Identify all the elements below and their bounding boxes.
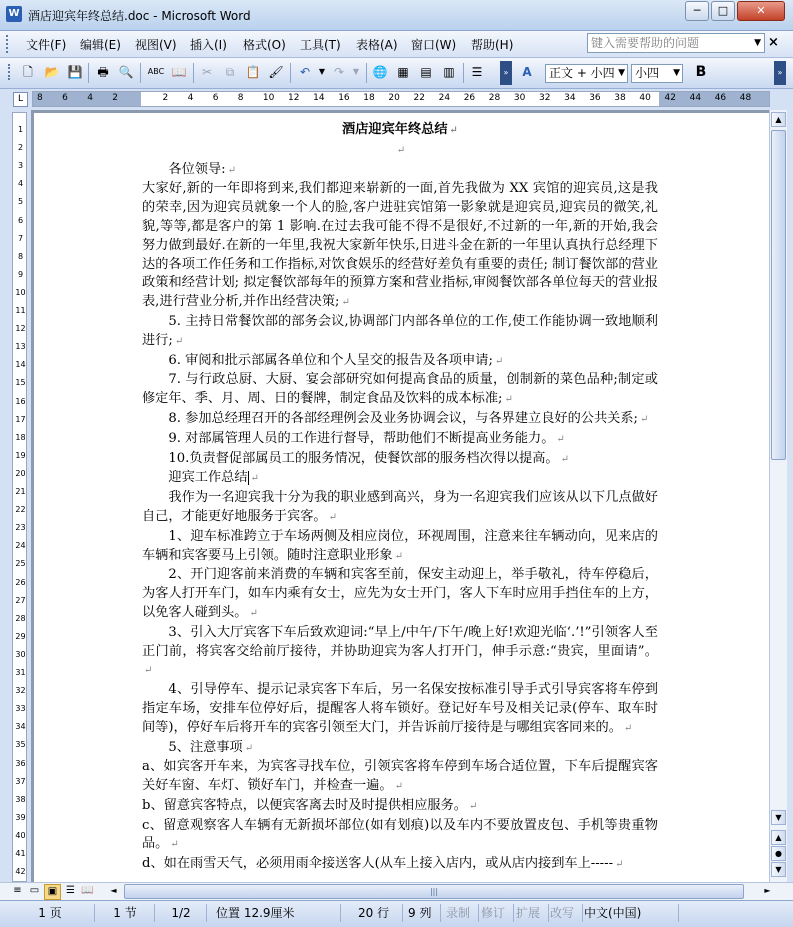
document-paragraph: [142, 855, 658, 875]
vertical-ruler-number: 2: [17, 143, 24, 153]
vertical-ruler-number: 42: [15, 867, 26, 877]
status-position: 位置 12.9厘米: [216, 904, 341, 922]
paragraph-text: 8. 参加总经理召开的各部经理例会及业务协调会议，与各界建立良好的公共关系;: [168, 410, 638, 426]
toolbar-separator: [290, 63, 291, 83]
tab-selector[interactable]: L: [13, 92, 28, 107]
vertical-ruler-number: 11: [15, 306, 26, 315]
document-paragraph: [142, 450, 658, 470]
ruler-number: 20: [388, 93, 400, 103]
vertical-ruler-number: 28: [15, 613, 26, 623]
paragraph-text: 10.负责督促部属员工的服务情况，使餐饮部的服务档次得以提高。: [168, 450, 559, 466]
document-paragraph: [142, 624, 658, 681]
redo-icon[interactable]: ↷: [333, 65, 345, 79]
document-paragraph: [142, 161, 658, 181]
menu-format[interactable]: 格式(O): [243, 38, 286, 52]
vertical-ruler-number: 31: [15, 668, 26, 677]
ruler-number: 46: [714, 93, 727, 103]
paragraph-mark: ↵: [250, 473, 259, 485]
insert-excel-icon[interactable]: ▥: [443, 65, 455, 79]
document-paragraph: [142, 566, 658, 623]
toolbar-grip[interactable]: [8, 64, 13, 80]
outline-view-icon[interactable]: ☰: [66, 885, 75, 896]
ruler-number: 22: [413, 93, 425, 103]
ruler-number: 2: [162, 93, 169, 103]
chevron-down-icon[interactable]: ▼: [318, 67, 326, 76]
vertical-ruler-number: 20: [15, 468, 26, 478]
title-text: 酒店迎宾年终总结: [342, 122, 448, 137]
print-icon[interactable]: 🖶: [97, 65, 109, 79]
ruler-number: 26: [463, 93, 476, 103]
paragraph-mark: ↵: [328, 511, 338, 523]
paragraph-text: 3、引入大厅宾客下车后致欢迎词:“早上/中午/下午/晚上好!欢迎光临‘.’!”引领客人至正门前，将宾客交给前厅接待，并协助迎宾为客人打开门，伸手示意:“贵宾，里面请”。: [142, 624, 658, 659]
vertical-ruler-number: 23: [15, 523, 26, 533]
vertical-scrollbar[interactable]: [769, 110, 787, 882]
vertical-ruler-number: 40: [15, 830, 26, 840]
paragraph-text: 我作为一名迎宾我十分为我的职业感到高兴，身为一名迎宾我们应该从以下几点做好自己，才能更好地服务于宾客。: [142, 490, 658, 524]
toolbar-separator: [463, 63, 464, 83]
font-size-select[interactable]: [631, 64, 683, 83]
vertical-ruler-number: 9: [17, 269, 24, 279]
paragraph-mark: ↵: [468, 800, 478, 812]
vertical-ruler-number: 39: [15, 812, 26, 822]
document-paragraph: [142, 371, 658, 410]
vertical-ruler-number: 22: [15, 505, 26, 515]
paragraph-mark: ↵: [394, 550, 403, 562]
ruler-number: 40: [639, 93, 651, 103]
vertical-ruler-number: 7: [17, 233, 24, 243]
chevron-down-icon[interactable]: ▼: [754, 38, 761, 48]
menu-help[interactable]: 帮助(H): [471, 38, 514, 52]
chevron-down-icon[interactable]: ▼: [352, 67, 360, 76]
vertical-ruler-number: 1: [17, 125, 24, 134]
menu-file[interactable]: 文件(F): [26, 38, 67, 52]
insert-table-icon[interactable]: ▤: [420, 65, 432, 79]
print-layout-view-icon[interactable]: ▣: [44, 884, 61, 900]
status-column: 9 列: [408, 904, 441, 922]
ruler-number: 24: [438, 93, 451, 103]
paragraph-text: 7. 与行政总厨、大厨、宴会部研究如何提高食品的质量，创制新的菜色品种;制定或修定年、季、月、周、日的餐牌，制定食品及饮料的成本标准;: [142, 372, 658, 407]
vertical-scroll-thumb[interactable]: [771, 130, 786, 460]
vertical-ruler-number: 6: [17, 215, 24, 225]
paragraph-mark: ↵: [396, 144, 406, 156]
document-paragraph: [142, 797, 658, 817]
vertical-ruler-number: 24: [15, 541, 26, 551]
paragraph-text: 1、迎车标准跨立于车场两侧及相应岗位，环视周围，注意来往车辆动向，见来店的车辆和宾客要马上引领。随时注意职业形象: [142, 528, 658, 563]
vertical-ruler-number: 38: [15, 794, 26, 804]
document-title: [142, 121, 658, 141]
ruler-number: 2: [112, 93, 119, 103]
vertical-ruler-number: 25: [15, 559, 26, 569]
paragraph-mark: ↵: [504, 394, 513, 406]
print-preview-icon[interactable]: 🔍: [118, 65, 134, 79]
paragraph-mark: ↵: [449, 125, 458, 136]
ruler-number: 42: [664, 93, 676, 103]
ruler-number: 38: [614, 93, 626, 103]
vertical-ruler-number: 26: [15, 577, 26, 587]
vertical-ruler-number: 5: [17, 197, 24, 207]
help-search-input[interactable]: [587, 33, 765, 53]
style-select[interactable]: [545, 64, 628, 83]
paragraph-text: 各位领导:: [168, 161, 226, 177]
vertical-ruler-number: 13: [15, 342, 26, 352]
vertical-ruler-number: 27: [15, 595, 26, 605]
ruler-number: 32: [539, 93, 551, 103]
vertical-ruler-number: 18: [15, 432, 26, 442]
scroll-right-button[interactable]: ►: [764, 886, 771, 895]
paragraph-text: 4、引导停车、提示记录宾客下车后，另一名保安按标准引导手式引导宾客将车停到指定车场，安排车位停好后，提醒客人将车锁好。登记好车号及相关记录(停车、取车时间等)，停好车后将开车的宾客引领至大门，并告诉前厅接待是与哪组宾客同来的。: [142, 682, 658, 735]
menu-grip[interactable]: [6, 35, 11, 53]
ruler-number: 48: [739, 93, 752, 103]
document-page[interactable]: [34, 113, 769, 882]
ruler-number: 44: [689, 93, 702, 103]
close-document-button[interactable]: ×: [768, 35, 779, 50]
document-paragraph: [142, 758, 658, 797]
ruler-number: 6: [212, 93, 219, 103]
reading-view-icon[interactable]: 📖: [81, 885, 94, 896]
ruler-number: 28: [488, 93, 501, 103]
open-icon[interactable]: 📂: [44, 65, 60, 79]
vertical-ruler-number: 4: [17, 179, 24, 189]
ruler-number: 8: [237, 93, 244, 103]
document-paragraph: [142, 410, 658, 430]
normal-view-icon[interactable]: ≡: [13, 885, 22, 896]
copy-icon[interactable]: ⧉: [225, 65, 235, 79]
vertical-ruler-number: 29: [15, 631, 26, 641]
ruler-number: 30: [513, 93, 526, 103]
vertical-ruler-number: 3: [17, 161, 24, 171]
vertical-ruler-number: 30: [15, 649, 26, 659]
paragraph-mark: ↵: [227, 164, 236, 176]
ruler-number: 8: [37, 93, 43, 103]
document-paragraph: [142, 352, 658, 372]
document-paragraph: [142, 817, 658, 856]
vertical-ruler-number: 12: [15, 324, 26, 334]
vertical-ruler-number: 32: [15, 686, 26, 696]
ruler-number: 4: [187, 93, 194, 103]
menu-view[interactable]: 视图(V): [135, 38, 177, 52]
horizontal-ruler[interactable]: [32, 91, 770, 107]
paragraph-mark: ↵: [144, 665, 153, 677]
undo-icon[interactable]: ↶: [299, 65, 311, 79]
menu-tools[interactable]: 工具(T): [300, 38, 341, 52]
paragraph-text: b、留意宾客特点，以便宾客离去时及时提供相应服务。: [142, 797, 467, 813]
paragraph-mark: ↵: [639, 413, 649, 425]
ruler-number: 18: [363, 93, 375, 103]
ruler-number: 4: [87, 93, 93, 103]
status-overtype[interactable]: 改写: [550, 904, 583, 922]
horizontal-ruler-row: [0, 89, 793, 109]
document-paragraph: [142, 739, 658, 759]
bold-button[interactable]: B: [695, 64, 707, 80]
font-size-value: 小四: [635, 66, 660, 80]
document-workspace: [31, 110, 769, 882]
toolbar-separator: [140, 63, 141, 83]
word-app-icon[interactable]: W: [6, 6, 22, 22]
toolbar-options-icon[interactable]: »: [774, 61, 786, 85]
status-extend[interactable]: 扩展: [516, 904, 549, 922]
research-icon[interactable]: 📖: [171, 65, 187, 79]
help-placeholder: 键入需要帮助的问题: [591, 36, 700, 50]
vertical-ruler[interactable]: [12, 112, 27, 882]
ruler-number: 10: [262, 93, 275, 103]
scroll-up-button[interactable]: ▲: [771, 112, 786, 127]
paragraph-mark: ↵: [623, 722, 633, 734]
restore-button[interactable]: □: [711, 1, 735, 21]
vertical-ruler-number: 17: [15, 414, 26, 424]
status-line: 20 行: [358, 904, 403, 922]
paragraph-mark: ↵: [244, 742, 254, 754]
standard-toolbar: [0, 58, 793, 89]
vertical-ruler-number: 14: [15, 360, 26, 370]
menu-table[interactable]: 表格(A): [356, 38, 398, 52]
paragraph-mark: ↵: [170, 839, 179, 851]
vertical-ruler-number: 15: [15, 378, 26, 388]
document-paragraph: [142, 313, 658, 352]
status-page-of: 1/2: [160, 904, 207, 922]
hyperlink-icon[interactable]: 🌐: [372, 65, 388, 79]
vertical-ruler-number: 19: [15, 450, 26, 460]
vertical-ruler-number: 33: [15, 704, 26, 714]
paragraph-mark: ↵: [494, 355, 504, 367]
ruler-number: 34: [564, 93, 576, 103]
document-paragraph: [142, 141, 658, 161]
document-paragraph: [142, 180, 658, 313]
new-icon[interactable]: 🗋: [23, 65, 33, 79]
toolbar-separator: [88, 63, 89, 83]
status-record[interactable]: 录制: [446, 904, 479, 922]
tables-borders-icon[interactable]: ▦: [397, 65, 409, 79]
minimize-button[interactable]: ─: [685, 1, 709, 21]
ruler-number: 14: [313, 93, 325, 103]
paragraph-mark: ↵: [556, 433, 565, 445]
scroll-down-button[interactable]: ▼: [771, 810, 786, 825]
format-painter-icon[interactable]: 🖌: [268, 65, 284, 79]
paragraph-text: 5. 主持日常餐饮部的部务会议,协调部门内部各单位的工作,使工作能协调一致地顺利进行;: [142, 313, 658, 348]
document-paragraph: [142, 469, 658, 489]
document-paragraph: [142, 681, 658, 738]
vertical-ruler-number: 41: [15, 849, 26, 858]
status-bar: [0, 900, 793, 927]
paragraph-mark: ↵: [560, 453, 570, 465]
toolbar-separator: [366, 63, 367, 83]
vertical-ruler-number: 36: [15, 758, 26, 768]
ruler-number: 12: [288, 93, 300, 103]
ruler-number: 6: [62, 93, 68, 103]
columns-icon[interactable]: ☰: [471, 65, 483, 79]
vertical-ruler-number: 37: [15, 776, 26, 786]
status-section: 1 节: [100, 904, 155, 922]
vertical-ruler-number: 16: [15, 396, 26, 406]
chevron-down-icon[interactable]: ▼: [673, 68, 680, 78]
chevron-down-icon[interactable]: ▼: [618, 68, 625, 78]
toolbar-options-icon[interactable]: »: [500, 61, 512, 85]
paragraph-mark: ↵: [174, 335, 184, 347]
text-cursor: [248, 471, 249, 485]
save-icon[interactable]: 💾: [67, 65, 83, 79]
paragraph-mark: ↵: [615, 859, 624, 871]
style-value: 正文 + 小四: [549, 66, 615, 80]
vertical-ruler-number: 10: [15, 287, 26, 297]
window-title: 酒店迎宾年终总结.doc - Microsoft Word: [28, 9, 251, 23]
status-track-changes[interactable]: 修订: [481, 904, 514, 922]
close-button[interactable]: ✕: [737, 1, 785, 21]
menu-edit[interactable]: 编辑(E): [80, 38, 121, 52]
paste-icon[interactable]: 📋: [245, 65, 261, 79]
paragraph-mark: ↵: [341, 297, 350, 309]
ruler-number: 16: [338, 93, 350, 103]
vertical-ruler-number: 21: [15, 487, 26, 496]
horizontal-scrollbar[interactable]: [0, 882, 793, 900]
paragraph-text: c、留意观察客人车辆有无新损坏部位(如有划痕)以及车内不要放置皮包、手机等贵重物品。: [142, 817, 658, 852]
menu-window[interactable]: 窗口(W): [411, 38, 457, 52]
document-body[interactable]: [142, 121, 658, 875]
horizontal-scroll-thumb[interactable]: |||: [124, 884, 744, 899]
menu-insert[interactable]: 插入(I): [190, 38, 227, 52]
web-view-icon[interactable]: ▭: [29, 885, 40, 896]
document-paragraph: [142, 430, 658, 450]
vertical-ruler-number: 8: [17, 251, 24, 261]
next-page-button[interactable]: ▼: [771, 862, 786, 877]
previous-page-button[interactable]: ▲: [771, 830, 786, 845]
paragraph-mark: ↵: [394, 781, 403, 793]
ruler-number: 36: [589, 93, 601, 103]
paragraph-text: 大家好,新的一年即将到来,我们都迎来崭新的一面,首先我做为 XX 宾馆的迎宾员,这是我的荣幸,因为迎宾员就象一个人的脸,客户进驻宾馆第一影象就是迎宾员,迎宾员的微笑,礼貌,等等,都是客户的第 1 影响.在过去我可能不得不是很好,不过新的一年,新的开始,我会努力做到最好.在新的一年里,我祝大家新年快乐,日进斗金在新的一年里认真执行总经理下达的各项工作任务和工作指标,对饮食娱乐的经营好差负有重要的责任; 制订餐饮部的营业政策和经营计划; 拟定餐饮部每年的预算方案和营业指标,审阅餐饮部各单位每天的营业报表,进行营业分析,并作出经营决策;: [142, 181, 658, 310]
paragraph-text: 2、开门迎客前来消费的车辆和宾客至前，保安主动迎上，举手敬礼，待车停稳后，为客人打开车门，如车内乘有女士，应先为女士开门，客人下车时应用手挡住车的上方，以免客人碰到头。: [142, 567, 658, 620]
spelling-icon[interactable]: ABC: [147, 67, 165, 76]
vertical-ruler-number: 35: [15, 740, 26, 750]
paragraph-text: 迎宾工作总结: [168, 470, 248, 486]
vertical-ruler-number: 34: [15, 722, 26, 732]
scroll-left-button[interactable]: ◄: [110, 886, 117, 895]
status-page: 1 页: [10, 904, 95, 922]
status-language: 中文(中国): [584, 904, 679, 922]
paragraph-mark: ↵: [249, 607, 258, 619]
styles-formatting-icon[interactable]: A: [522, 65, 532, 79]
document-paragraph: [142, 528, 658, 567]
paragraph-text: 9. 对部属管理人员的工作进行督导，帮助他们不断提高业务能力。: [168, 430, 555, 446]
paragraph-text: 6. 审阅和批示部属各单位和个人呈交的报告及各项申请;: [168, 352, 493, 368]
title-bar: [0, 0, 793, 31]
browse-object-button[interactable]: ●: [771, 846, 786, 861]
toolbar-separator: [193, 63, 194, 83]
paragraph-text: d、如在雨雪天气，必须用雨伞接送客人(从车上接入店内，或从店内接到车上-----: [142, 856, 614, 872]
paragraph-text: a、如宾客开车来，为宾客寻找车位，引领宾客将车停到车场合适位置，下车后提醒宾客关好车窗、车灯、锁好车门，并检查一遍。: [142, 759, 658, 794]
document-paragraph: [142, 489, 658, 528]
paragraph-text: 5、注意事项: [168, 739, 243, 755]
cut-icon[interactable]: ✂: [201, 65, 213, 79]
